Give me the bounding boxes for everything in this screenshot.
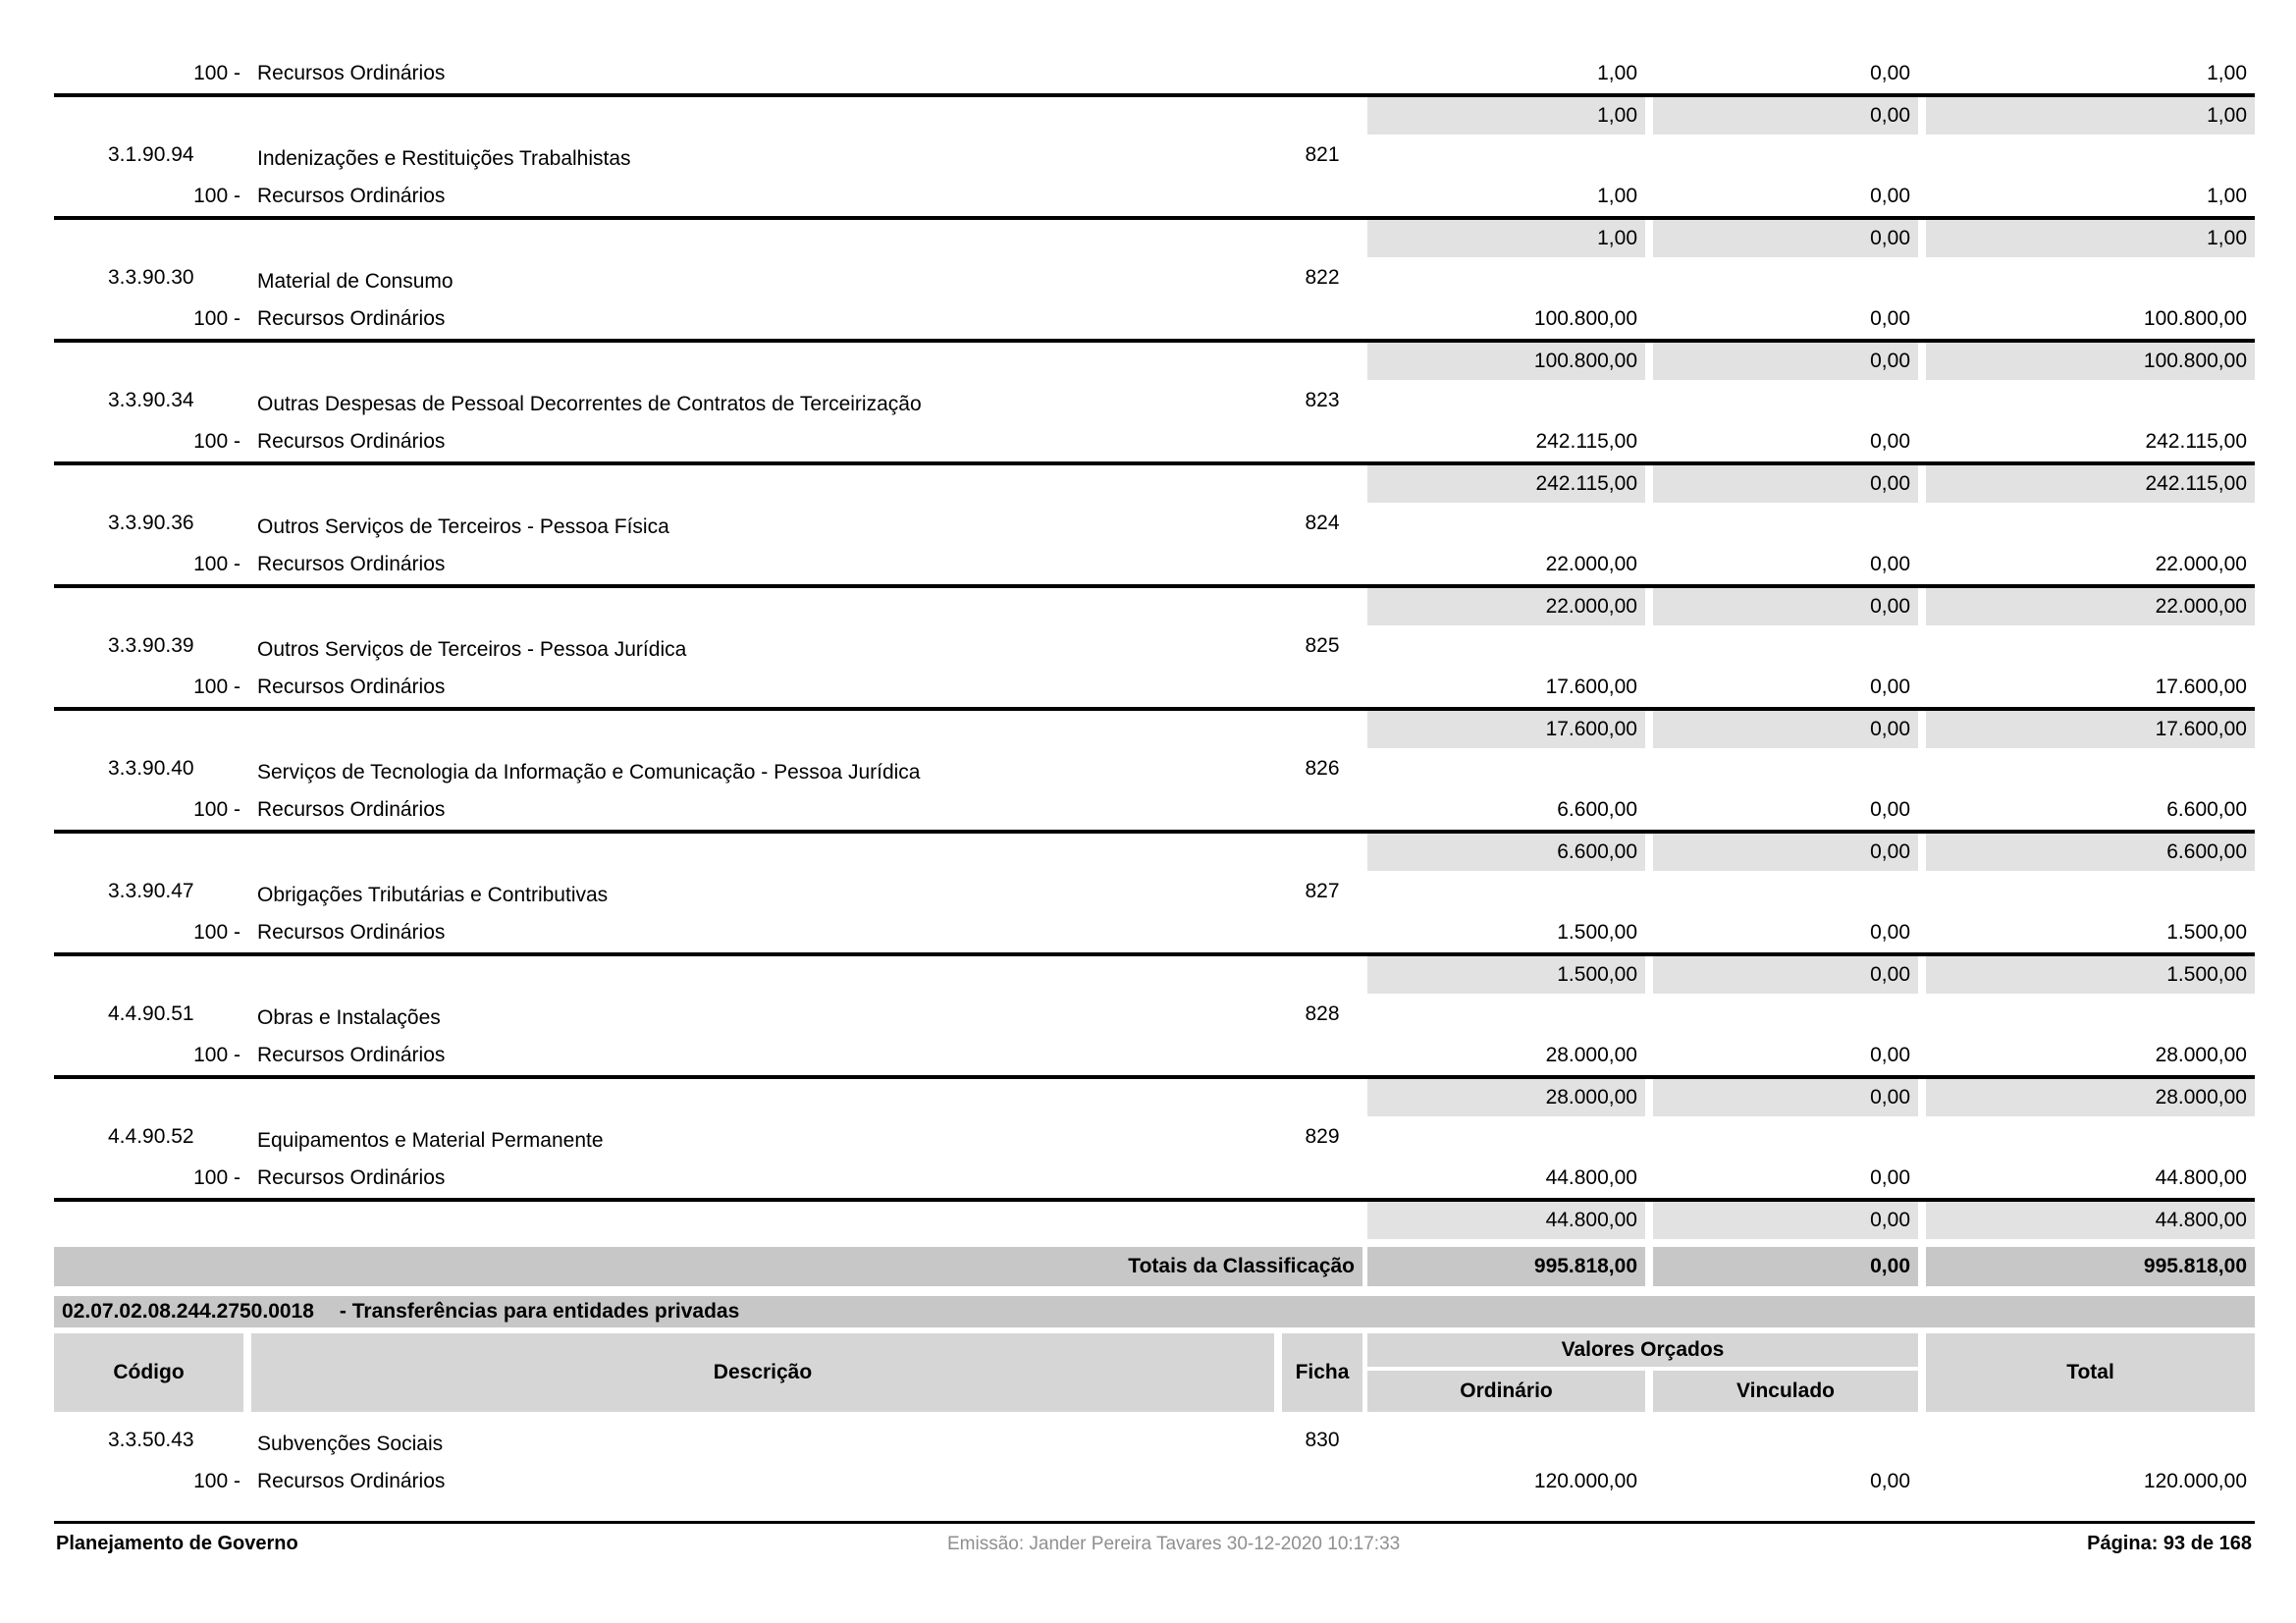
classification-description: Equipamentos e Material Permanente xyxy=(257,1129,604,1152)
subtotal-vinculado: 0,00 xyxy=(1653,1079,1918,1116)
subtotal-total: 22.000,00 xyxy=(1926,588,2255,625)
column-header-ordinario: Ordinário xyxy=(1367,1371,1645,1412)
subtotal-row xyxy=(0,956,2296,994)
vinculado-value: 0,00 xyxy=(1870,798,1910,821)
resource-code: 100 - xyxy=(193,1166,240,1189)
classification-code: 3.1.90.94 xyxy=(108,143,194,166)
vinculado-value: 0,00 xyxy=(1870,921,1910,944)
resource-name: Recursos Ordinários xyxy=(257,185,446,207)
classification-description: Obrigações Tributárias e Contributivas xyxy=(257,884,609,906)
subtotal-vinculado: 0,00 xyxy=(1653,220,1918,257)
subtotal-row xyxy=(0,97,2296,135)
classification-description: Subvenções Sociais xyxy=(257,1433,444,1455)
classification-code: 4.4.90.51 xyxy=(108,1002,194,1025)
subtotal-vinculado: 0,00 xyxy=(1653,834,1918,871)
footer-emission-info: Emissão: Jander Pereira Tavares 30-12-2020 10:17:33 xyxy=(947,1534,1401,1554)
ordinario-value: 242.115,00 xyxy=(1535,430,1637,453)
ficha-number: 827 xyxy=(1305,880,1340,902)
classification-header-row xyxy=(0,871,2296,912)
resource-code: 100 - xyxy=(193,62,240,84)
subtotal-row xyxy=(0,711,2296,748)
subtotal-ordinario: 1,00 xyxy=(1367,220,1645,257)
classification-block xyxy=(0,257,2296,380)
resource-name: Recursos Ordinários xyxy=(257,307,446,330)
footer-page-number: Página: 93 de 168 xyxy=(2087,1533,2252,1554)
totals-ordinario: 995.818,00 xyxy=(1367,1247,1645,1286)
section-code: 02.07.02.08.244.2750.0018 xyxy=(62,1300,314,1323)
footer-divider-line xyxy=(54,1521,2255,1524)
ficha-number: 825 xyxy=(1305,634,1340,657)
resource-code: 100 - xyxy=(193,1470,240,1492)
vinculado-value: 0,00 xyxy=(1870,307,1910,330)
classification-block xyxy=(0,871,2296,994)
subtotal-ordinario: 22.000,00 xyxy=(1367,588,1645,625)
resource-row xyxy=(0,1461,2296,1501)
resource-code: 100 - xyxy=(193,307,240,330)
classification-code: 3.3.90.34 xyxy=(108,389,194,411)
classification-code: 4.4.90.52 xyxy=(108,1125,194,1148)
subtotal-ordinario: 1.500,00 xyxy=(1367,956,1645,994)
resource-row xyxy=(0,667,2296,707)
column-header-valores-orcados: Valores Orçados xyxy=(1367,1333,1918,1367)
vinculado-value: 0,00 xyxy=(1870,430,1910,453)
total-value: 1,00 xyxy=(2207,62,2247,84)
classification-block-partial xyxy=(0,53,2296,135)
total-value: 100.800,00 xyxy=(2143,307,2247,330)
ordinario-value: 22.000,00 xyxy=(1545,553,1637,575)
classification-header-row xyxy=(0,625,2296,667)
column-header-vinculado: Vinculado xyxy=(1653,1371,1918,1412)
total-value: 17.600,00 xyxy=(2155,676,2247,698)
resource-code: 100 - xyxy=(193,921,240,944)
ficha-number: 823 xyxy=(1305,389,1340,411)
vinculado-value: 0,00 xyxy=(1870,1470,1910,1492)
ficha-number: 826 xyxy=(1305,757,1340,780)
resource-row xyxy=(0,53,2296,93)
vinculado-value: 0,00 xyxy=(1870,1044,1910,1066)
totals-row xyxy=(0,1247,2296,1286)
column-header-ficha: Ficha xyxy=(1282,1333,1362,1412)
classification-block xyxy=(0,135,2296,257)
subtotal-total: 1,00 xyxy=(1926,97,2255,135)
vinculado-value: 0,00 xyxy=(1870,553,1910,575)
subtotal-vinculado: 0,00 xyxy=(1653,956,1918,994)
ordinario-value: 120.000,00 xyxy=(1533,1470,1637,1492)
subtotal-vinculado: 0,00 xyxy=(1653,465,1918,503)
resource-row xyxy=(0,421,2296,461)
resource-row xyxy=(0,1035,2296,1075)
classification-description: Material de Consumo xyxy=(257,270,454,293)
subtotal-ordinario: 17.600,00 xyxy=(1367,711,1645,748)
classification-description: Outros Serviços de Terceiros - Pessoa Física xyxy=(257,515,669,538)
classification-blocks xyxy=(0,135,2296,1239)
ordinario-value: 1.500,00 xyxy=(1557,921,1637,944)
subtotal-row xyxy=(0,1202,2296,1239)
resource-code: 100 - xyxy=(193,798,240,821)
subtotal-vinculado: 0,00 xyxy=(1653,343,1918,380)
ficha-number: 821 xyxy=(1305,143,1340,166)
totals-vinculado: 0,00 xyxy=(1653,1247,1918,1286)
ordinario-value: 28.000,00 xyxy=(1545,1044,1637,1066)
resource-code: 100 - xyxy=(193,1044,240,1066)
resource-code: 100 - xyxy=(193,553,240,575)
resource-row xyxy=(0,544,2296,584)
ficha-number: 822 xyxy=(1305,266,1340,289)
classification-description: Outros Serviços de Terceiros - Pessoa Jurídica xyxy=(257,638,687,661)
classification-code: 3.3.90.36 xyxy=(108,512,194,534)
ficha-number: 824 xyxy=(1305,512,1340,534)
subtotal-vinculado: 0,00 xyxy=(1653,97,1918,135)
subtotal-vinculado: 0,00 xyxy=(1653,588,1918,625)
ordinario-value: 6.600,00 xyxy=(1557,798,1637,821)
ordinario-value: 1,00 xyxy=(1597,185,1637,207)
total-value: 22.000,00 xyxy=(2155,553,2247,575)
resource-name: Recursos Ordinários xyxy=(257,1044,446,1066)
subtotal-row xyxy=(0,465,2296,503)
classification-code: 3.3.90.39 xyxy=(108,634,194,657)
classification-code: 3.3.50.43 xyxy=(108,1429,194,1451)
resource-name: Recursos Ordinários xyxy=(257,553,446,575)
classification-header-row xyxy=(0,1420,2296,1461)
resource-name: Recursos Ordinários xyxy=(257,1166,446,1189)
subtotal-row xyxy=(0,220,2296,257)
table-header xyxy=(0,1333,2296,1412)
column-header-codigo: Código xyxy=(54,1333,243,1412)
vinculado-value: 0,00 xyxy=(1870,1166,1910,1189)
subtotal-total: 44.800,00 xyxy=(1926,1202,2255,1239)
ordinario-value: 44.800,00 xyxy=(1545,1166,1637,1189)
classification-description: Outras Despesas de Pessoal Decorrentes de Contratos de Terceirização xyxy=(257,393,922,415)
resource-name: Recursos Ordinários xyxy=(257,798,446,821)
ordinario-value: 1,00 xyxy=(1597,62,1637,84)
subtotal-row xyxy=(0,588,2296,625)
classification-description: Obras e Instalações xyxy=(257,1006,441,1029)
resource-name: Recursos Ordinários xyxy=(257,62,446,84)
resource-code: 100 - xyxy=(193,430,240,453)
total-value: 1,00 xyxy=(2207,185,2247,207)
resource-name: Recursos Ordinários xyxy=(257,921,446,944)
subtotal-total: 242.115,00 xyxy=(1926,465,2255,503)
subtotal-total: 100.800,00 xyxy=(1926,343,2255,380)
vinculado-value: 0,00 xyxy=(1870,676,1910,698)
subtotal-total: 17.600,00 xyxy=(1926,711,2255,748)
classification-header-row xyxy=(0,1116,2296,1158)
subtotal-ordinario: 28.000,00 xyxy=(1367,1079,1645,1116)
classification-header-row xyxy=(0,257,2296,298)
classification-block xyxy=(0,503,2296,625)
classification-block xyxy=(0,380,2296,503)
classification-code: 3.3.90.47 xyxy=(108,880,194,902)
subtotal-row xyxy=(0,1079,2296,1116)
subtotal-total: 1.500,00 xyxy=(1926,956,2255,994)
classification-code: 3.3.90.30 xyxy=(108,266,194,289)
ordinario-value: 100.800,00 xyxy=(1533,307,1637,330)
section-band xyxy=(54,1296,2255,1327)
report-body xyxy=(0,53,2296,1501)
classification-code: 3.3.90.40 xyxy=(108,757,194,780)
resource-code: 100 - xyxy=(193,676,240,698)
total-value: 242.115,00 xyxy=(2145,430,2247,453)
section-classification-blocks xyxy=(0,1420,2296,1501)
classification-header-row xyxy=(0,994,2296,1035)
totals-total: 995.818,00 xyxy=(1926,1247,2255,1286)
total-value: 28.000,00 xyxy=(2155,1044,2247,1066)
resource-row xyxy=(0,789,2296,830)
section-title: - Transferências para entidades privadas xyxy=(339,1300,740,1323)
spacer xyxy=(0,1412,2296,1420)
ficha-number: 828 xyxy=(1305,1002,1340,1025)
total-value: 120.000,00 xyxy=(2143,1470,2247,1492)
total-value: 6.600,00 xyxy=(2166,798,2247,821)
subtotal-total: 28.000,00 xyxy=(1926,1079,2255,1116)
classification-header-row xyxy=(0,748,2296,789)
column-header-total: Total xyxy=(1926,1333,2255,1412)
resource-name: Recursos Ordinários xyxy=(257,1470,446,1492)
classification-description: Indenizações e Restituições Trabalhistas xyxy=(257,147,631,170)
total-value: 44.800,00 xyxy=(2155,1166,2247,1189)
resource-name: Recursos Ordinários xyxy=(257,676,446,698)
resource-row xyxy=(0,912,2296,952)
classification-block xyxy=(0,994,2296,1116)
classification-description: Serviços de Tecnologia da Informação e Comunicação - Pessoa Jurídica xyxy=(257,761,921,784)
footer-report-title: Planejamento de Governo xyxy=(56,1533,298,1554)
resource-name: Recursos Ordinários xyxy=(257,430,446,453)
subtotal-ordinario: 44.800,00 xyxy=(1367,1202,1645,1239)
ordinario-value: 17.600,00 xyxy=(1545,676,1637,698)
subtotal-row xyxy=(0,834,2296,871)
resource-row xyxy=(0,298,2296,339)
total-value: 1.500,00 xyxy=(2166,921,2247,944)
classification-header-row xyxy=(0,503,2296,544)
classification-block xyxy=(0,748,2296,871)
vinculado-value: 0,00 xyxy=(1870,62,1910,84)
classification-block xyxy=(0,625,2296,748)
classification-header-row xyxy=(0,135,2296,176)
column-header-descricao: Descrição xyxy=(251,1333,1274,1412)
resource-row xyxy=(0,176,2296,216)
ficha-number: 829 xyxy=(1305,1125,1340,1148)
subtotal-vinculado: 0,00 xyxy=(1653,1202,1918,1239)
subtotal-ordinario: 242.115,00 xyxy=(1367,465,1645,503)
ficha-number: 830 xyxy=(1305,1429,1340,1451)
subtotal-ordinario: 1,00 xyxy=(1367,97,1645,135)
vinculado-value: 0,00 xyxy=(1870,185,1910,207)
subtotal-total: 1,00 xyxy=(1926,220,2255,257)
subtotal-row xyxy=(0,343,2296,380)
subtotal-ordinario: 6.600,00 xyxy=(1367,834,1645,871)
subtotal-vinculado: 0,00 xyxy=(1653,711,1918,748)
resource-code: 100 - xyxy=(193,185,240,207)
classification-header-row xyxy=(0,380,2296,421)
subtotal-total: 6.600,00 xyxy=(1926,834,2255,871)
subtotal-ordinario: 100.800,00 xyxy=(1367,343,1645,380)
totals-label: Totais da Classificação xyxy=(54,1247,1362,1286)
resource-row xyxy=(0,1158,2296,1198)
classification-block xyxy=(0,1116,2296,1239)
classification-block xyxy=(0,1420,2296,1501)
